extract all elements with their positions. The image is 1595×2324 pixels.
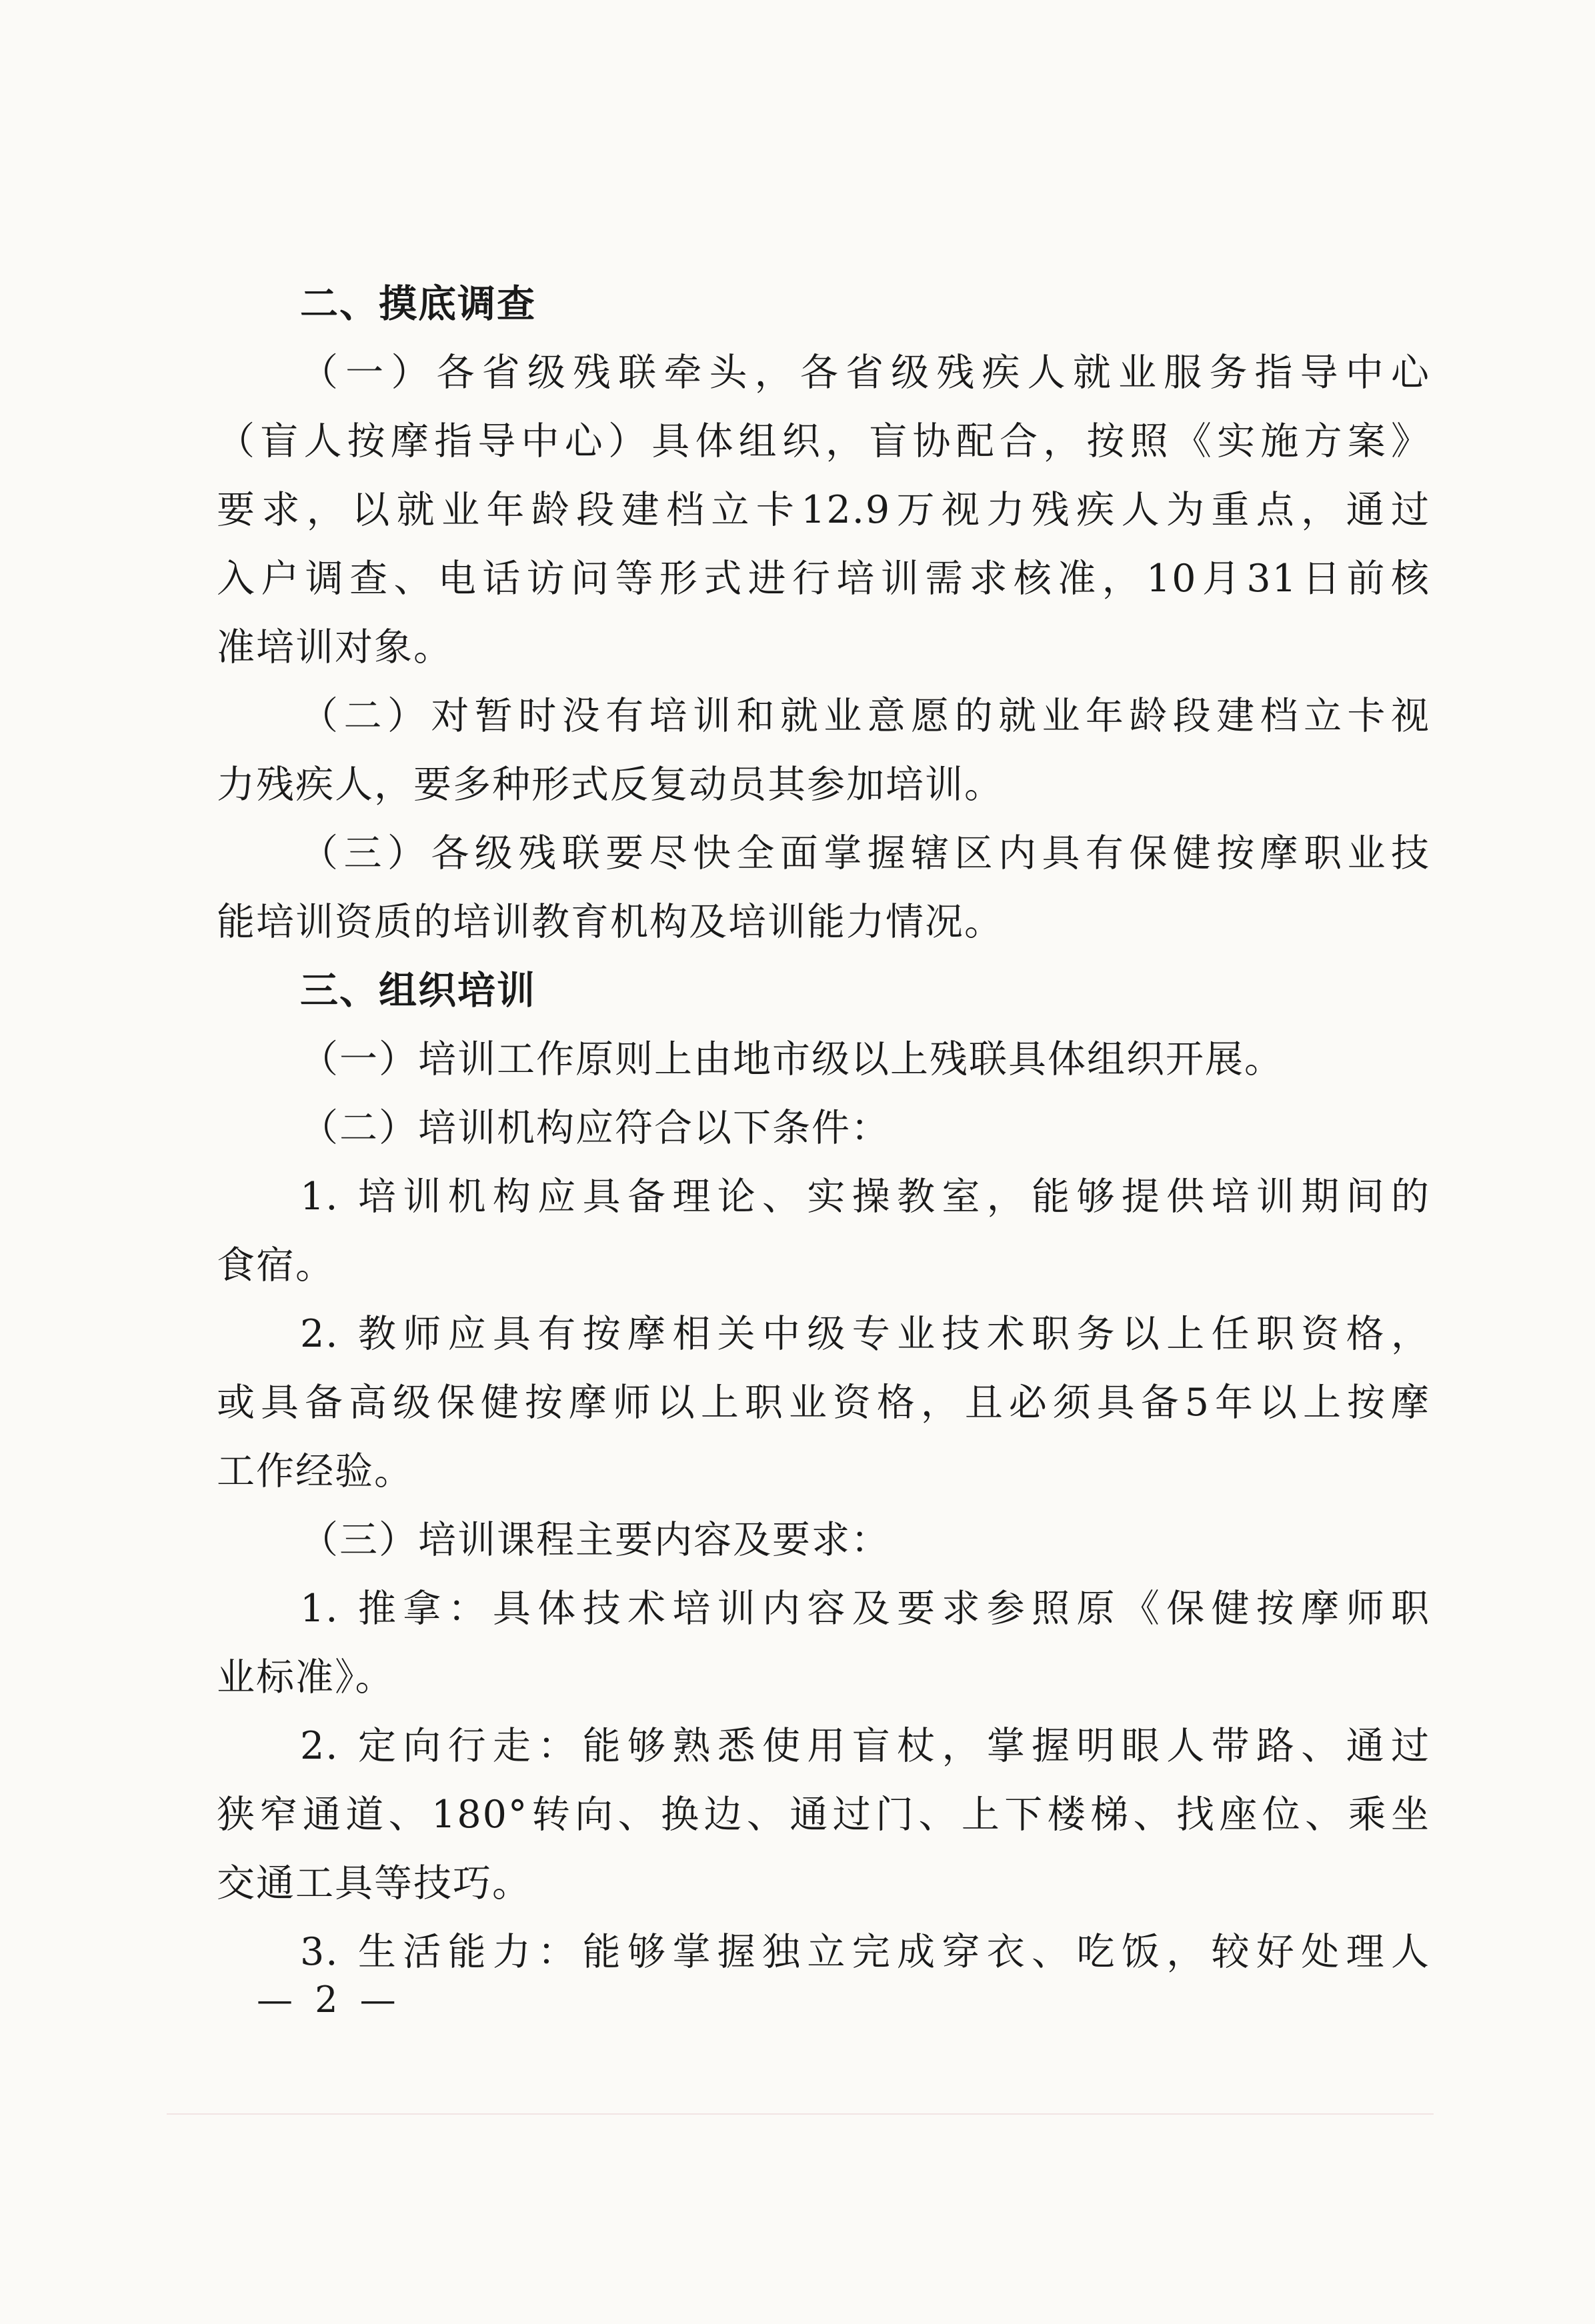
text-line: （盲人按摩指导中心）具体组织，盲协配合，按照《实施方案》 — [217, 419, 1430, 463]
page-number: — 2 — — [257, 1979, 401, 2021]
text-line: 业标准》。 — [217, 1655, 395, 1699]
paragraph — [217, 682, 1430, 819]
text-line: （三）培训课程主要内容及要求： — [300, 1518, 890, 1562]
text-line: 工作经验。 — [217, 1449, 413, 1493]
text-line: 力残疾人，要多种形式反复动员其参加培训。 — [217, 763, 1004, 807]
paragraph — [217, 1163, 1430, 1300]
text-line: 交通工具等技巧。 — [217, 1861, 531, 1905]
text-line: （一）各省级残联牵头，各省级残疾人就业服务指导中心 — [300, 351, 1430, 395]
text-line: 要求，以就业年龄段建档立卡12.9万视力残疾人为重点，通过 — [217, 488, 1430, 532]
text-line: （二）培训机构应符合以下条件： — [300, 1106, 890, 1150]
paragraph — [217, 1575, 1430, 1712]
paragraph — [217, 1712, 1430, 1918]
text-line: 狭窄通道、180°转向、换边、通过门、上下楼梯、找座位、乘坐 — [217, 1793, 1430, 1837]
text-line: 能培训资质的培训教育机构及培训能力情况。 — [217, 900, 1004, 944]
text-line: 2. 教师应具有按摩相关中级专业技术职务以上任职资格， — [300, 1312, 1430, 1356]
document-body — [217, 270, 1430, 1987]
paragraph — [217, 819, 1430, 957]
text-line: 1. 推拿：具体技术培训内容及要求参照原《保健按摩师职 — [300, 1587, 1430, 1631]
section-heading-investigation: 二、摸底调查 — [300, 282, 536, 326]
footer-divider — [167, 2113, 1434, 2115]
paragraph — [217, 1300, 1430, 1506]
text-line: （一）培训工作原则上由地市级以上残联具体组织开展。 — [300, 1037, 1284, 1081]
text-line: 1. 培训机构应具备理论、实操教室，能够提供培训期间的 — [300, 1175, 1430, 1219]
text-line: 或具备高级保健按摩师以上职业资格，且必须具备5年以上按摩 — [217, 1381, 1430, 1425]
paragraph — [217, 1025, 1430, 1094]
text-line: 食宿。 — [217, 1243, 335, 1287]
text-line: （二）对暂时没有培训和就业意愿的就业年龄段建档立卡视 — [300, 694, 1430, 738]
text-line: 入户调查、电话访问等形式进行培训需求核准，10月31日前核 — [217, 557, 1430, 601]
text-line: 准培训对象。 — [217, 625, 453, 669]
text-line: 3. 生活能力：能够掌握独立完成穿衣、吃饭，较好处理人 — [300, 1930, 1430, 1974]
text-line: 2. 定向行走：能够熟悉使用盲杖，掌握明眼人带路、通过 — [300, 1724, 1430, 1768]
paragraph — [217, 1094, 1430, 1163]
paragraph — [217, 339, 1430, 682]
text-line: （三）各级残联要尽快全面掌握辖区内具有保健按摩职业技 — [300, 831, 1430, 875]
paragraph — [217, 1506, 1430, 1575]
section-heading-training: 三、组织培训 — [300, 969, 536, 1013]
